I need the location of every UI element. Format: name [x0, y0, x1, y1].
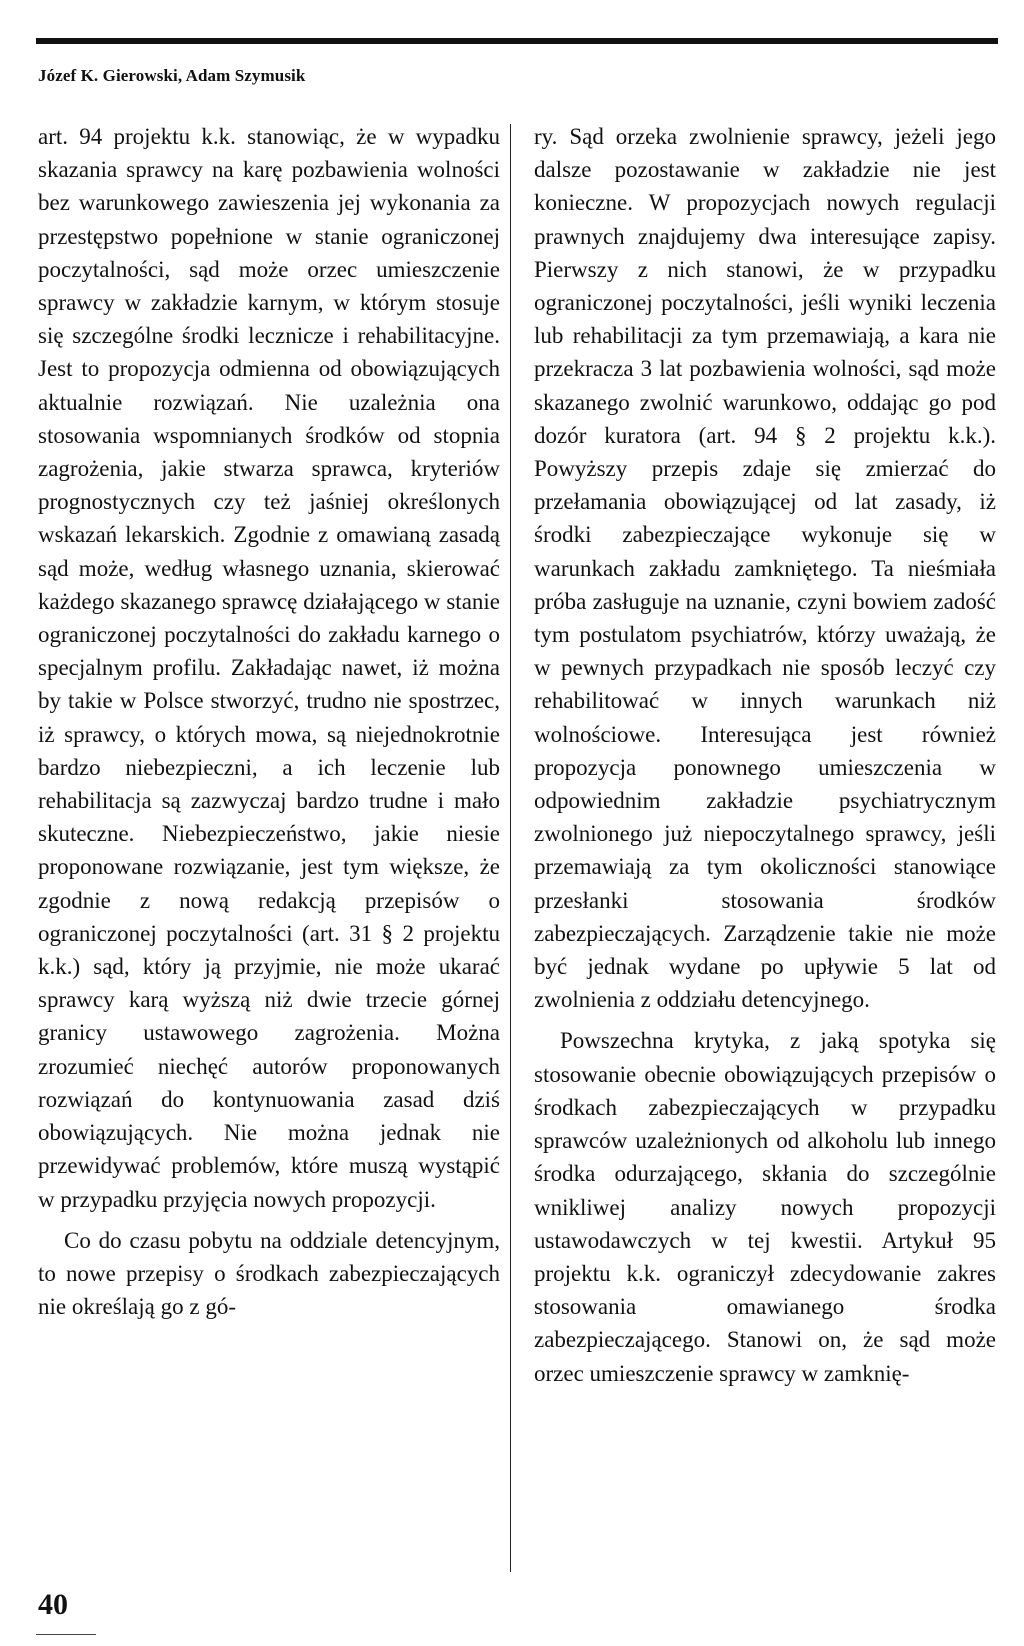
header-rule: [36, 38, 998, 44]
page-number: 40: [38, 1588, 68, 1621]
text-column-left: [38, 120, 500, 1323]
running-head: Józef K. Gierowski, Adam Szymusik: [38, 66, 306, 85]
paragraph: ry. Sąd orzeka zwolnienie sprawcy, jeżeli jego dalsze pozostawanie w zakładzie nie jest konieczne. W propozycjach nowych regulacji prawnych znajdujemy dwa interesujące zapisy. Pierwszy z nich stanowi, że w przypadku ograniczonej poczytalności, jeśli wyniki leczenia lub rehabilitacji za tym przemawiają, a kara nie przekracza 3 lat pozbawienia wolności, sąd może skazanego zwolnić warunkowo, oddając go pod dozór kuratora (art. 94 § 2 projektu k.k.). Powyższy przepis zdaje się zmierzać do przełamania obowiązującej od lat zasady, iż środki zabezpieczające wykonuje się w warunkach zakładu zamkniętego. Ta nieśmiała próba zasługuje na uznanie, czyni bowiem zadość tym postulatom psychiatrów, którzy uważają, że w pewnych przypadkach nie sposób leczyć czy rehabilitować w innych warunkach niż wolnościowe. Interesująca jest również propozycja ponownego umieszczenia w odpowiednim zakładzie psychiatrycznym zwolnionego już niepoczytalnego sprawcy, jeśli przemawiają za tym okoliczności stanowiące przesłanki stosowania środków zabezpieczających. Zarządzenie takie nie może być jednak wydane po upływie 5 lat od zwolnienia z oddziału detencyjnego.: [534, 124, 996, 1013]
paragraph: Powszechna krytyka, z jaką spotyka się stosowanie obecnie obowiązujących przepisów o środkach zabezpieczających w przypadku sprawców uzależnionych od alkoholu lub innego środka odurzającego, skłania do szczególnie wnikliwej analizy nowych propozycji ustawodawczych w tej kwestii. Artykuł 95 projektu k.k. ograniczył zdecydowanie zakres stosowania omawianego środka zabezpieczającego. Stanowi on, że sąd może orzec umieszczenie sprawcy w zamknię-: [534, 1028, 996, 1386]
footer-rule: [36, 1634, 96, 1635]
column-divider: [510, 124, 511, 1572]
text-column-right: [534, 120, 996, 1390]
paragraph: Co do czasu pobytu na oddziale detencyjnym, to nowe przepisy o środkach zabezpieczających nie określają go z gó-: [38, 1227, 500, 1320]
paragraph: art. 94 projektu k.k. stanowiąc, że w wypadku skazania sprawcy na karę pozbawienia wolności bez warunkowego zawieszenia jej wykonania za przestępstwo popełnione w stanie ograniczonej poczytalności, sąd może orzec umieszczenie sprawcy w zakładzie karnym, w którym stosuje się szczególne środki lecznicze i rehabilitacyjne. Jest to propozycja odmienna od obowiązujących aktualnie rozwiązań. Nie uzależnia ona stosowania wspomnianych środków od stopnia zagrożenia, jakie stwarza sprawca, kryteriów prognostycznych czy też jaśniej określonych wskazań lekarskich. Zgodnie z omawianą zasadą sąd może, według własnego uznania, skierować każdego skazanego sprawcę działającego w stanie ograniczonej poczytalności do zakładu karnego o specjalnym profilu. Zakładając nawet, iż można by takie w Polsce stworzyć, trudno nie spostrzec, iż sprawcy, o których mowa, są niejednokrotnie bardzo niebezpieczni, a ich leczenie lub rehabilitacja są zazwyczaj bardzo trudne i mało skuteczne. Niebezpieczeństwo, jakie niesie proponowane rozwiązanie, jest tym większe, że zgodnie z nową redakcją przepisów o ograniczonej poczytalności (art. 31 § 2 projektu k.k.) sąd, który ją przyjmie, nie może ukarać sprawcy karą wyższą niż dwie trzecie górnej granicy ustawowego zagrożenia. Można zrozumieć niechęć autorów proponowanych rozwiązań do kontynuowania zasad dziś obowiązujących. Nie można jednak nie przewidywać problemów, które muszą wystąpić w przypadku przyjęcia nowych propozycji.: [38, 124, 500, 1212]
